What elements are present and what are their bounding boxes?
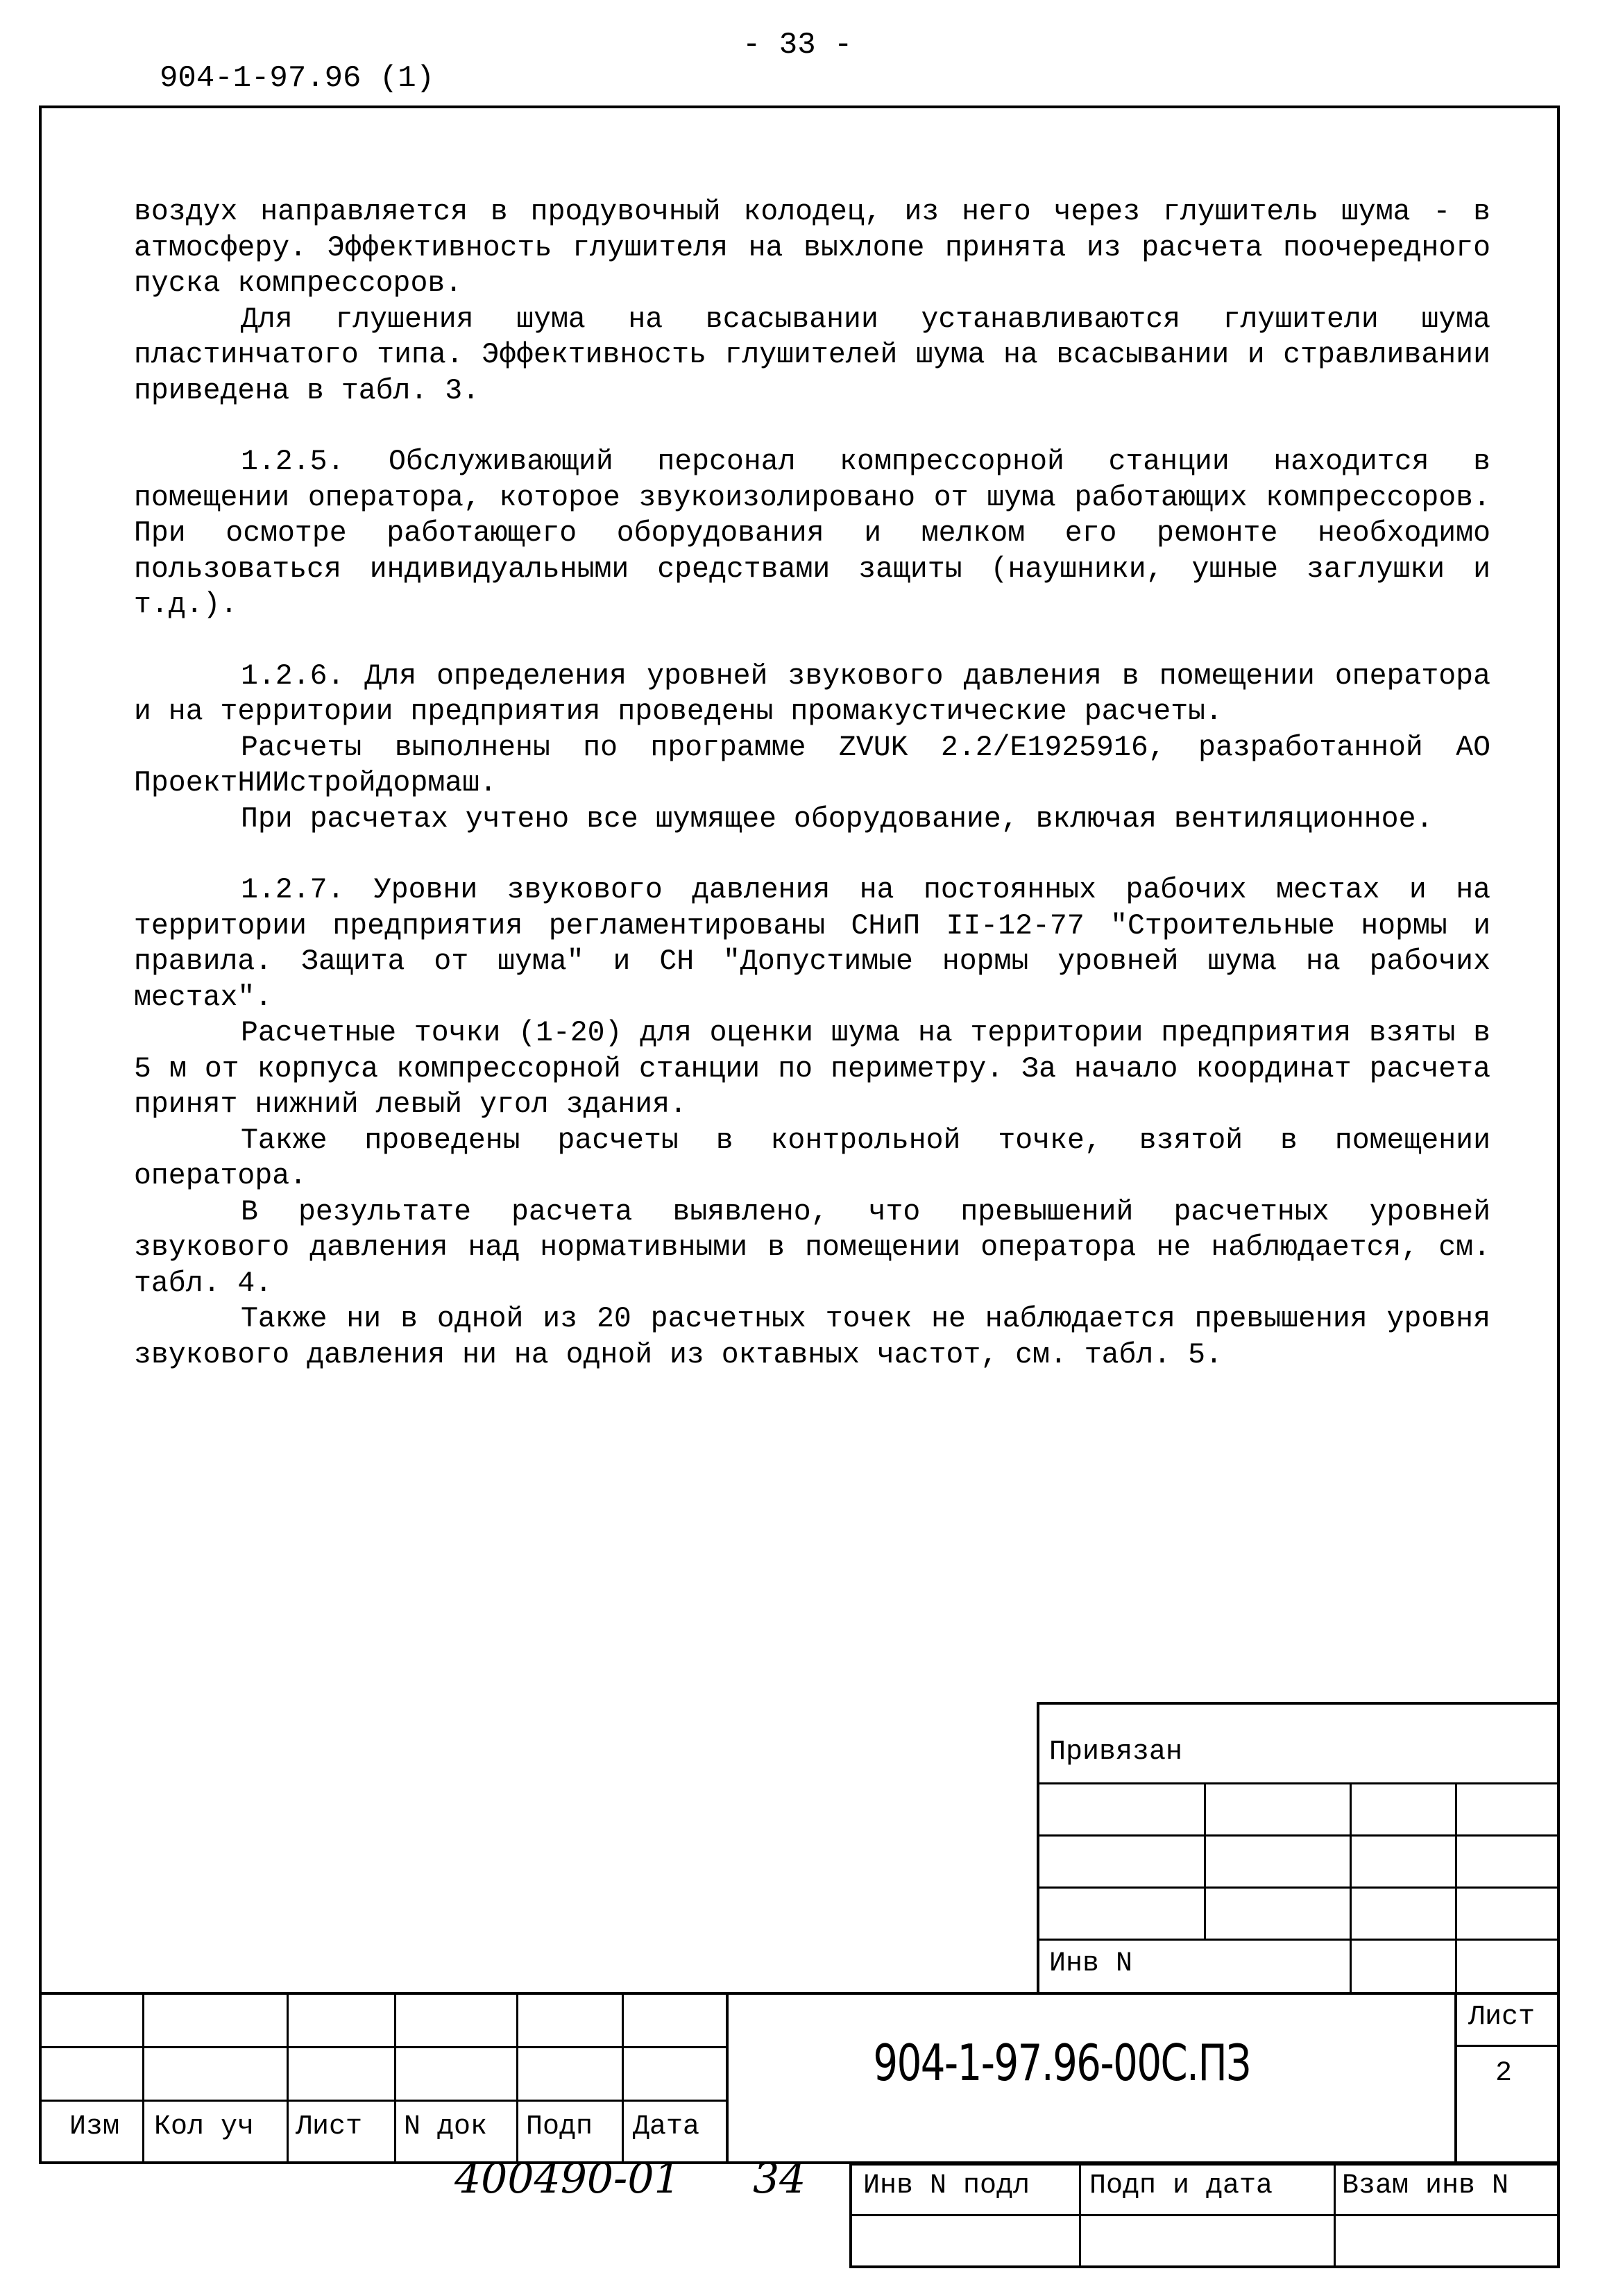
paragraph: воздух направляется в продувочный колодец, из него через глушитель шума - в атмосферу. Эффективность глушителя на выхлопе принята из расчета поочередного пуска компрессоров. — [134, 196, 1490, 300]
inv-n-podl-label: Инв N подл — [863, 2170, 1030, 2202]
vzam-inv-n-label: Взам инв N — [1342, 2170, 1509, 2202]
privyazan-label: Привязан — [1049, 1737, 1183, 1768]
col-kol-uch: Кол уч — [154, 2111, 255, 2143]
page-number: - 33 - — [742, 28, 853, 62]
paragraph: Расчетные точки (1-20) для оценки шума на территории предприятия взяты в 5 м от корпуса компрессорной станции по периметру. За начало координат расчета принят нижний левый угол здания. — [134, 1017, 1490, 1121]
podp-i-data-label: Подп и дата — [1089, 2170, 1273, 2202]
body-text — [134, 194, 1490, 1373]
col-data: Дата — [633, 2111, 700, 2143]
paragraph: При расчетах учтено все шумящее оборудование, включая вентиляционное. — [241, 802, 1434, 836]
handwritten-inventory-number: 400490-01 — [454, 2154, 681, 2203]
handwritten-page-number: 34 — [753, 2154, 806, 2203]
section-1-2-6: 1.2.6. Для определения уровней звукового давления в помещении оператора и на территории предприятия проведены промакустические расчеты. — [134, 659, 1490, 728]
col-n-dok: N док — [404, 2111, 488, 2143]
inv-n-label: Инв N — [1049, 1948, 1133, 1980]
section-1-2-7: 1.2.7. Уровни звукового давления на постоянных рабочих местах и на территории предприятия регламентированы СНиП II-12-77 "Строительные нормы и правила. Защита от шума" и СН "Допустимые нормы уровней шума на рабочих местах". — [134, 874, 1490, 1014]
col-list: Лист — [296, 2111, 363, 2143]
document-designation: 904-1-97.96-00С.ПЗ — [873, 2034, 1250, 2092]
document-code-header: 904-1-97.96 (1) — [160, 61, 435, 96]
section-1-2-5: 1.2.5. Обслуживающий персонал компрессорной станции находится в помещении оператора, которое звукоизолировано от шума работающих компрессоров. При осмотре работающего оборудования и мелком его ремонте необходимо пользоваться индивидуальными средствами защиты (наушники, ушные заглушки и т.д.). — [134, 446, 1490, 621]
col-izm: Изм — [69, 2111, 120, 2143]
sheet-number: 2 — [1495, 2058, 1513, 2089]
paragraph: Для глушения шума на всасывании устанавливаются глушители шума пластинчатого типа. Эффективность глушителей шума на всасывании и стравливании приведена в табл. 3. — [134, 303, 1490, 407]
paragraph: В результате расчета выявлено, что превышений расчетных уровней звукового давления над нормативными в помещении оператора не наблюдается, см. табл. 4. — [134, 1195, 1490, 1300]
col-podp: Подп — [526, 2111, 593, 2143]
paragraph: Расчеты выполнены по программе ZVUK 2.2/E1925916, разработанной АО ПроектНИИстройдормаш. — [134, 731, 1490, 800]
sheet-label: Лист — [1468, 2002, 1536, 2033]
paragraph: Также ни в одной из 20 расчетных точек не наблюдается превышения уровня звукового давления ни на одной из октавных частот, см. табл. 5. — [134, 1303, 1490, 1371]
paragraph: Также проведены расчеты в контрольной точке, взятой в помещении оператора. — [134, 1124, 1490, 1192]
